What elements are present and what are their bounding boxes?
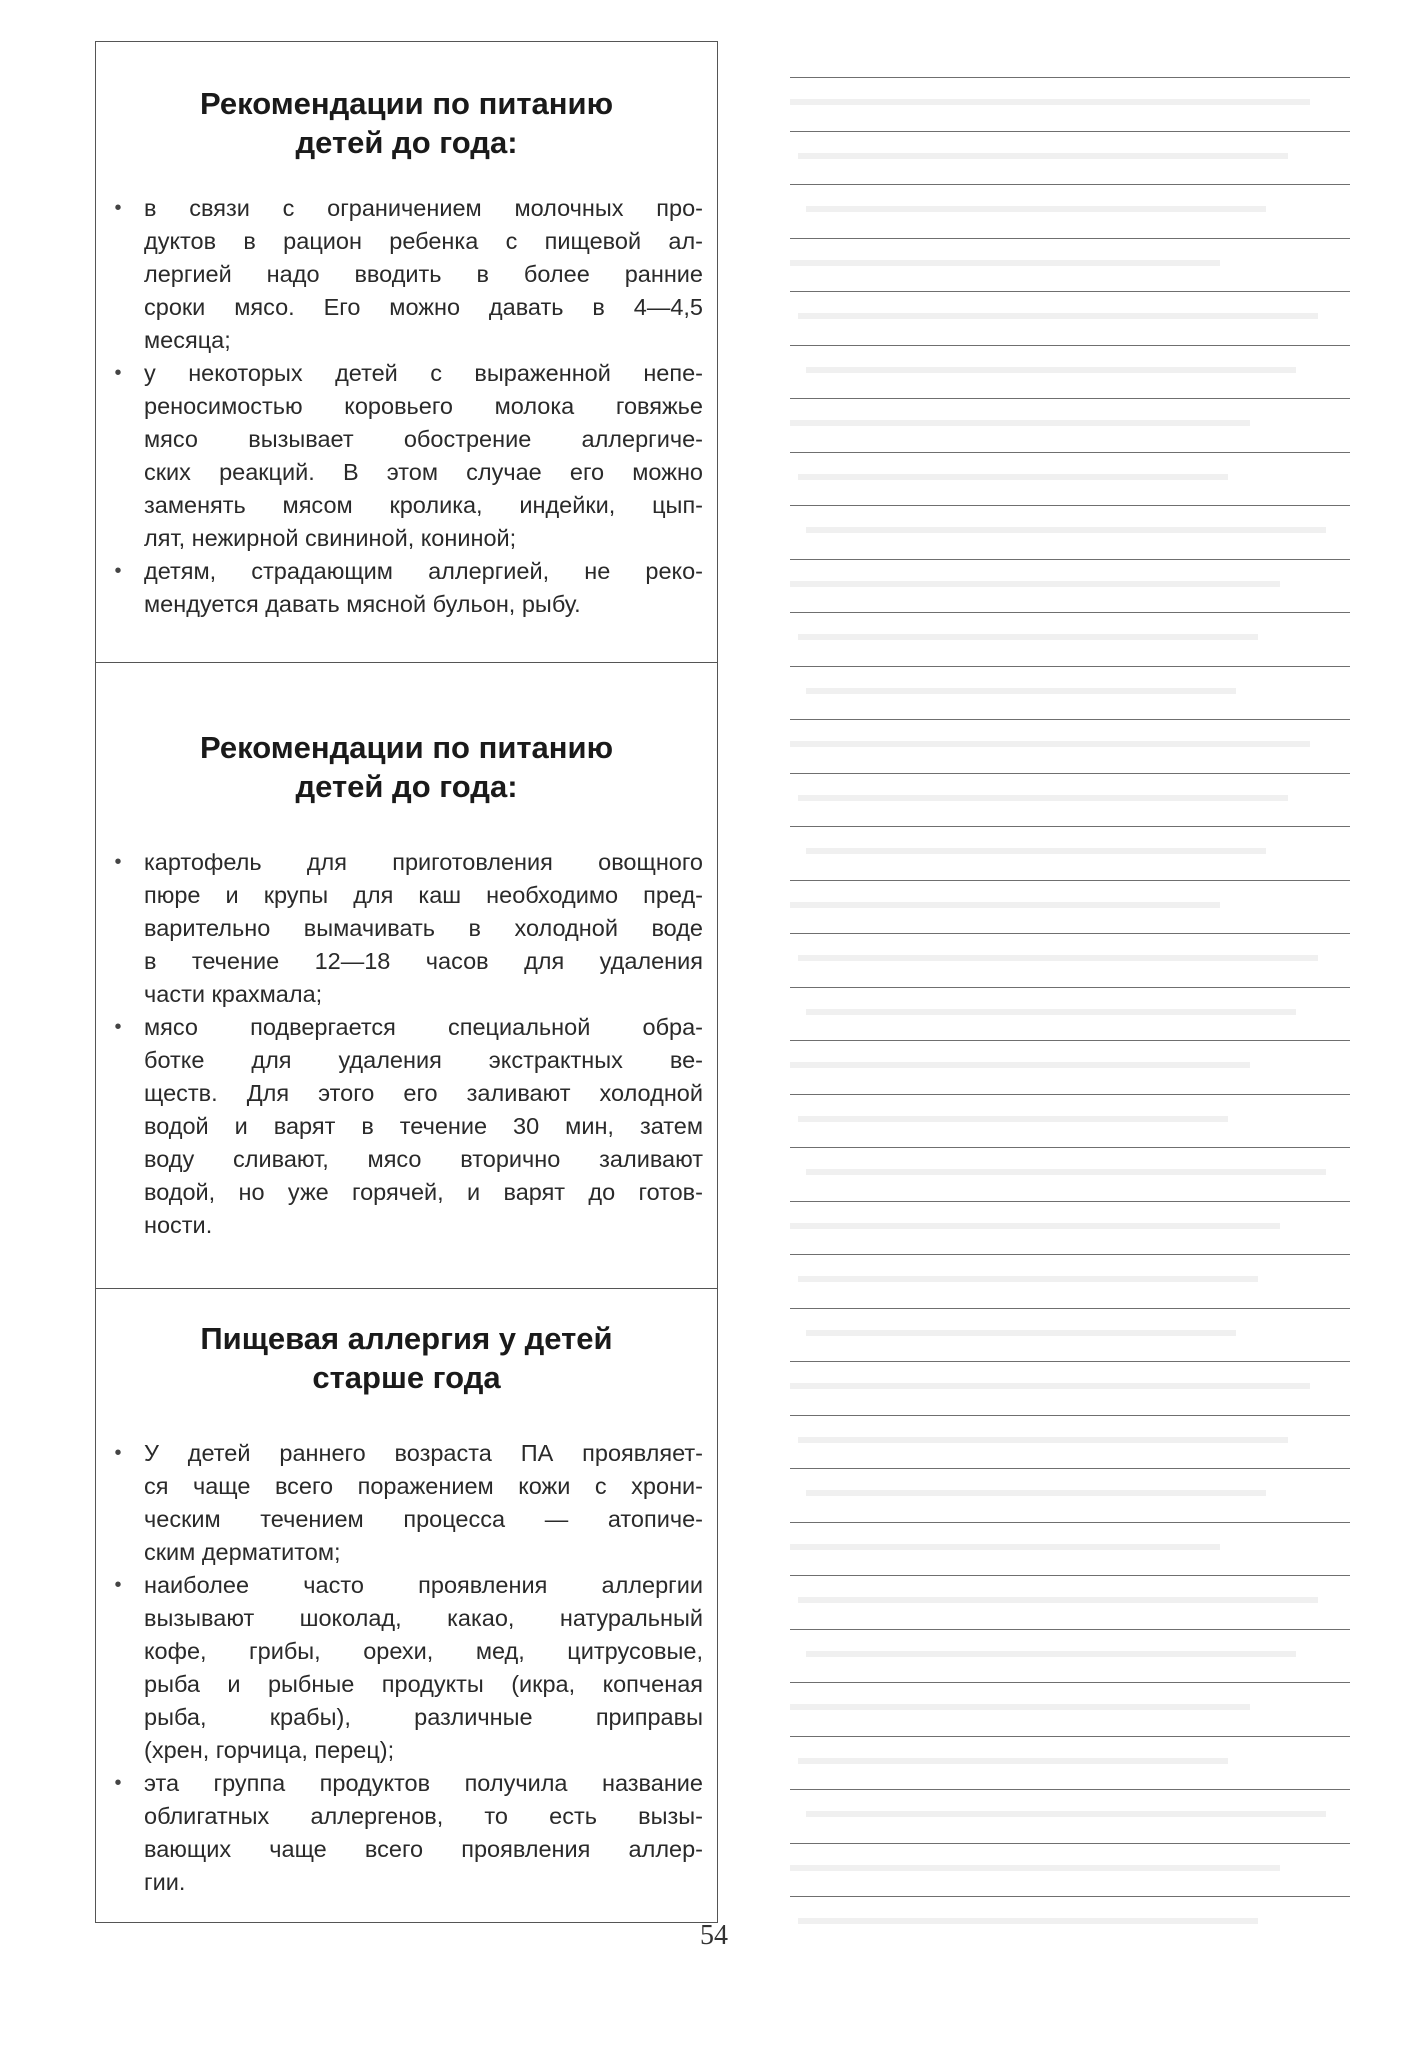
bullet-item [96, 1437, 717, 1569]
ruled-line [790, 826, 1350, 827]
ruled-line [790, 1201, 1350, 1202]
bleed-through-line [790, 1383, 1310, 1389]
bleed-through-line [790, 260, 1220, 266]
bullet-list [96, 846, 717, 1242]
bullet-item [96, 357, 717, 555]
bullet-item-line: картофель для приготовления овощного [144, 849, 703, 875]
bleed-through-line [806, 1330, 1236, 1336]
bullet-item-line: месяца; [144, 327, 231, 353]
ruled-line [790, 184, 1350, 185]
ruled-line [790, 291, 1350, 292]
bullet-item [96, 1767, 717, 1899]
ruled-line [790, 1147, 1350, 1148]
bullet-item-line: реносимостью коровьего молока говяжье [144, 393, 703, 419]
bullet-item-line: водой, но уже горячей, и варят до готов- [144, 1179, 703, 1205]
ruled-line [790, 1094, 1350, 1095]
bullet-icon: • [114, 560, 122, 582]
slide-block-2 [96, 663, 717, 1289]
bullet-list [96, 192, 717, 621]
bleed-through-line [798, 634, 1258, 640]
bullet-icon: • [114, 1016, 122, 1038]
ruled-line [790, 719, 1350, 720]
block-title [96, 1319, 717, 1397]
block-title-line: детей до года: [295, 769, 518, 804]
ruled-line [790, 1575, 1350, 1576]
bullet-item [96, 1569, 717, 1767]
slide-panel-column [95, 41, 718, 1923]
ruled-line [790, 238, 1350, 239]
bullet-item-line: (хрен, горчица, перец); [144, 1737, 395, 1763]
ruled-line [790, 131, 1350, 132]
bleed-through-line [806, 1169, 1326, 1175]
bullet-item-line: ности. [144, 1212, 213, 1238]
bullet-item-line: вающих чаще всего проявления аллер- [144, 1836, 703, 1862]
bullet-item [96, 1011, 717, 1242]
bleed-through-line [806, 688, 1236, 694]
bullet-item-line: мясо подвергается специальной обра- [144, 1014, 703, 1040]
bleed-through-line [790, 741, 1310, 747]
bleed-through-line [806, 848, 1266, 854]
ruled-line [790, 666, 1350, 667]
bullet-item-line: гии. [144, 1869, 186, 1895]
ruled-line [790, 933, 1350, 934]
bullet-icon: • [114, 1442, 122, 1464]
ruled-line [790, 1040, 1350, 1041]
bullet-item-line: у некоторых детей с выраженной непе- [144, 360, 703, 386]
bullet-item-line: мендуется давать мясной бульон, рыбу. [144, 591, 581, 617]
bullet-item-line: рыба и рыбные продукты (икра, копченая [144, 1671, 703, 1697]
bullet-item-line: вызывают шоколад, какао, натуральный [144, 1605, 703, 1631]
bleed-through-line [790, 1062, 1250, 1068]
ruled-line [790, 1522, 1350, 1523]
ruled-line [790, 987, 1350, 988]
bullet-item-line: ских реакций. В этом случае его можно [144, 459, 703, 485]
bleed-through-line [790, 420, 1250, 426]
ruled-line [790, 345, 1350, 346]
slide-block-1 [96, 42, 717, 663]
page-number: 54 [700, 1920, 728, 1951]
bullet-item-line: рыба, крабы), различные приправы [144, 1704, 703, 1730]
bleed-through-line [798, 1276, 1258, 1282]
bleed-through-line [798, 1437, 1288, 1443]
bleed-through-line [798, 955, 1318, 961]
ruled-line [790, 1468, 1350, 1469]
bleed-through-line [798, 1116, 1228, 1122]
ruled-line [790, 612, 1350, 613]
bullet-item-line: в связи с ограничением молочных про- [144, 195, 703, 221]
block-title-line: старше года [312, 1360, 501, 1395]
bullet-list [96, 1437, 717, 1899]
bleed-through-line [806, 1811, 1326, 1817]
ruled-line [790, 1843, 1350, 1844]
bullet-icon: • [114, 1772, 122, 1794]
bullet-item-line: детям, страдающим аллергией, не реко- [144, 558, 703, 584]
bullet-icon: • [114, 362, 122, 384]
bullet-item-line: ческим течением процесса — атопиче- [144, 1506, 703, 1532]
bullet-item-line: эта группа продуктов получила название [144, 1770, 703, 1796]
block-title [96, 728, 717, 806]
bullet-item-line: части крахмала; [144, 981, 323, 1007]
ruled-line [790, 452, 1350, 453]
bullet-item-line: сроки мясо. Его можно давать в 4—4,5 [144, 294, 703, 320]
ruled-line [790, 505, 1350, 506]
ruled-line [790, 1254, 1350, 1255]
bleed-through-line [790, 1544, 1220, 1550]
ruled-line [790, 398, 1350, 399]
notes-ruled-column [780, 0, 1360, 1950]
bleed-through-line [806, 1009, 1296, 1015]
bullet-icon: • [114, 851, 122, 873]
ruled-line [790, 77, 1350, 78]
block-title-line: Рекомендации по питанию [199, 86, 614, 121]
bleed-through-line [806, 527, 1326, 533]
bleed-through-line [798, 474, 1228, 480]
bullet-item-line: кофе, грибы, орехи, мед, цитрусовые, [144, 1638, 703, 1664]
block-title-line: Рекомендации по питанию [199, 730, 614, 765]
bullet-item-line: ботке для удаления экстрактных ве- [144, 1047, 703, 1073]
bullet-item [96, 192, 717, 357]
bullet-item-line: ществ. Для этого его заливают холодной [144, 1080, 703, 1106]
bullet-item-line: дуктов в рацион ребенка с пищевой ал- [144, 228, 703, 254]
bleed-through-line [806, 206, 1266, 212]
bullet-item-line: заменять мясом кролика, индейки, цып- [144, 492, 703, 518]
ruled-line [790, 1629, 1350, 1630]
block-title-line: Пищевая аллергия у детей [200, 1321, 613, 1356]
block-title [96, 84, 717, 162]
bleed-through-line [806, 1651, 1296, 1657]
bullet-item-line: варительно вымачивать в холодной воде [144, 915, 703, 941]
bullet-item-line: ся чаще всего поражением кожи с хрони- [144, 1473, 703, 1499]
bullet-item [96, 555, 717, 621]
bleed-through-line [798, 313, 1318, 319]
bleed-through-line [798, 795, 1288, 801]
block-title-line: детей до года: [295, 125, 518, 160]
bleed-through-line [790, 99, 1310, 105]
ruled-line [790, 1308, 1350, 1309]
bullet-item-line: лергией надо вводить в более ранние [144, 261, 703, 287]
ruled-line [790, 1682, 1350, 1683]
slide-block-3 [96, 1289, 717, 1922]
bullet-item-line: пюре и крупы для каш необходимо пред- [144, 882, 703, 908]
bullet-item-line: облигатных аллергенов, то есть вызы- [144, 1803, 703, 1829]
ruled-line [790, 1361, 1350, 1362]
ruled-line [790, 1896, 1350, 1897]
bleed-through-line [806, 1490, 1266, 1496]
bleed-through-line [790, 1865, 1280, 1871]
bullet-icon: • [114, 197, 122, 219]
bleed-through-line [798, 1758, 1228, 1764]
bullet-item-line: воду сливают, мясо вторично заливают [144, 1146, 703, 1172]
ruled-line [790, 559, 1350, 560]
ruled-line [790, 1736, 1350, 1737]
ruled-line [790, 1789, 1350, 1790]
bleed-through-line [790, 1704, 1250, 1710]
bullet-item-line: мясо вызывает обострение аллергиче- [144, 426, 703, 452]
bleed-through-line [798, 153, 1288, 159]
bleed-through-line [790, 902, 1220, 908]
bullet-item-line: У детей раннего возраста ПА проявляет- [144, 1440, 703, 1466]
bleed-through-line [798, 1597, 1318, 1603]
ruled-line [790, 1415, 1350, 1416]
bullet-item-line: лят, нежирной свининой, кониной; [144, 525, 517, 551]
ruled-line [790, 773, 1350, 774]
ruled-line [790, 880, 1350, 881]
bleed-through-line [790, 1223, 1280, 1229]
bleed-through-line [806, 367, 1296, 373]
bullet-item-line: в течение 12—18 часов для удаления [144, 948, 703, 974]
bullet-item-line: наиболее часто проявления аллергии [144, 1572, 703, 1598]
bullet-item-line: водой и варят в течение 30 мин, затем [144, 1113, 703, 1139]
bullet-item [96, 846, 717, 1011]
bleed-through-line [790, 581, 1280, 587]
bullet-item-line: ским дерматитом; [144, 1539, 341, 1565]
bullet-icon: • [114, 1574, 122, 1596]
